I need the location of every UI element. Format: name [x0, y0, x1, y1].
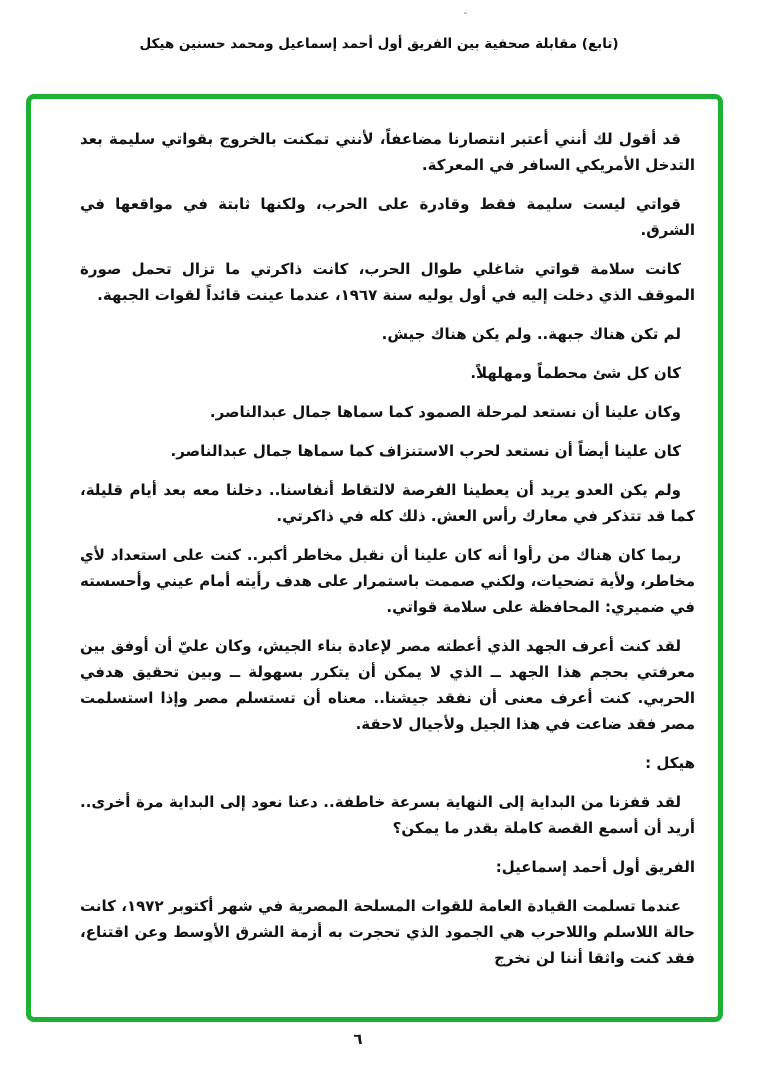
scan-speck — [464, 12, 467, 14]
paragraph: لقد كنت أعرف الجهد الذي أعطته مصر لإعادة بناء الجيش، وكان عليّ أن أوفق بين معرفتي بحجم هذا الجهد ــ الذي لا يمكن أن يتكرر بسهولة ــ وبين تحقيق هدفي الحربي. كنت أعرف معنى أن نفقد جيشنا.. معناه أن تستسلم مصر وإذا استسلمت مصر فقد ضاعت في هذا الجيل ولأجيال لاحقة. — [80, 637, 695, 733]
paragraph: ربما كان هناك من رأوا أنه كان علينا أن نقبل مخاطر أكبر.. كنت على استعداد لأي مخاطر، ولأية تضحيات، ولكني صممت باستمرار على هدف رأيته أمام عيني وأحسسته في ضميري: المحافظة على سلامة قواتي. — [80, 546, 695, 616]
paragraph: كان كل شئ محطماً ومهلهلاً. — [470, 364, 681, 382]
speaker-label-ismail: الفريق أول أحمد إسماعيل: — [495, 858, 695, 876]
paragraph: قواتي ليست سليمة فقط وقادرة على الحرب، ولكنها ثابتة في مواقعها في الشرق. — [80, 195, 695, 239]
paragraph: كان علينا أيضاً أن نستعد لحرب الاستنزاف كما سماها جمال عبدالناصر. — [170, 442, 681, 460]
paragraph: كانت سلامة قواتي شاغلي طوال الحرب، كانت ذاكرتي ما تزال تحمل صورة الموقف الذي دخلت إليه في أول يوليه سنة ١٩٦٧، عندما عينت قائداً لقوات الجبهة. — [80, 260, 695, 304]
question-paragraph: لقد قفزنا من البداية إلى النهاية بسرعة خاطفة.. دعنا نعود إلى البداية مرة أخرى.. أريد أن أسمع القصة كاملة بقدر ما يمكن؟ — [80, 793, 695, 837]
speaker-label-heikal: هيكل : — [645, 754, 695, 772]
paragraph: وكان علينا أن نستعد لمرحلة الصمود كما سماها جمال عبدالناصر. — [209, 403, 681, 421]
page-title: (تابع) مقابلة صحفية بين الفريق أول أحمد إسماعيل ومحمد حسنين هيكل — [139, 36, 619, 52]
page-number: ٦ — [353, 1030, 363, 1048]
paragraph: قد أقول لك أنني أعتبر انتصارنا مضاعفاً، لأنني تمكنت بالخروج بقواتي سليمة بعد التدخل الأمريكي السافر في المعركة. — [80, 130, 695, 174]
paragraph: لم تكن هناك جبهة.. ولم يكن هناك جيش. — [381, 325, 681, 343]
interview-text-block — [80, 126, 695, 984]
paragraph: ولم يكن العدو يريد أن يعطينا الفرصة لالتقاط أنفاسنا.. دخلنا معه بعد أيام قليلة، كما قد تتذكر في معارك رأس العش. ذلك كله في ذاكرتي. — [80, 481, 695, 525]
paragraph: عندما تسلمت القيادة العامة للقوات المسلحة المصرية في شهر أكتوبر ١٩٧٢، كانت حالة اللاسلم واللاحرب هي الجمود الذي تحجرت به أزمة الشرق الأوسط وعن اقتناع، فقد كنت واثقا أننا لن نخرج — [80, 897, 695, 967]
